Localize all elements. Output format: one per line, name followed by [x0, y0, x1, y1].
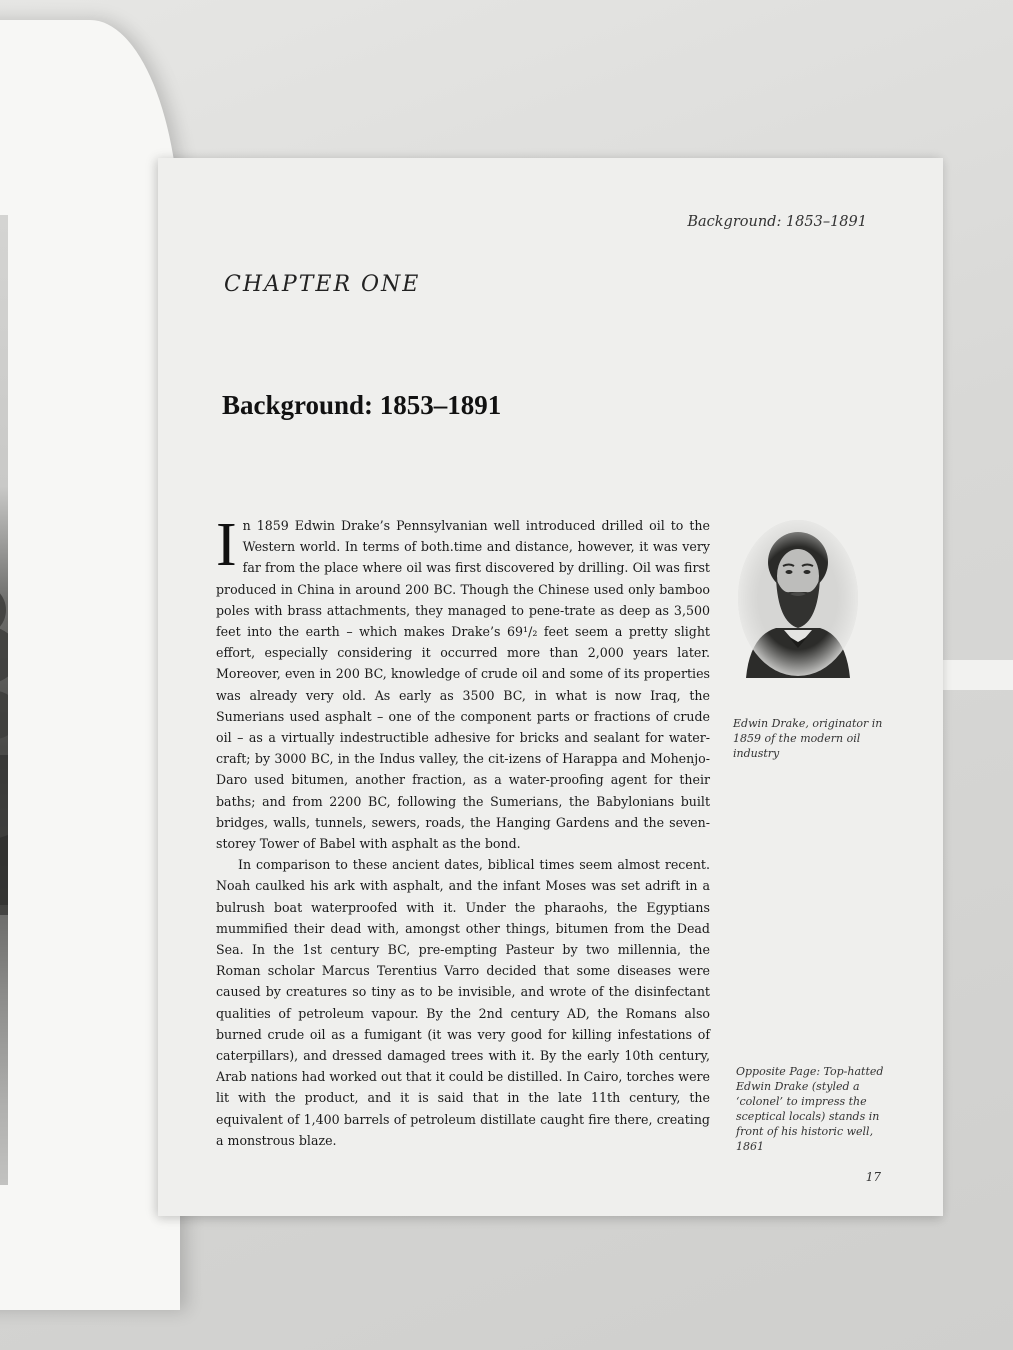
chapter-label: CHAPTER ONE — [224, 272, 421, 297]
body-text — [216, 511, 710, 1151]
drop-cap: I — [216, 511, 237, 579]
edwin-drake-portrait — [736, 518, 860, 678]
right-page — [158, 158, 943, 1216]
body-paragraph-2: In comparison to these ancient dates, biblical times seem almost recent. Noah caulked his ark with asphalt, and the infant Moses was set adrift in a bulrush boat waterproofed with it. Under the pharaohs, the Egyptians mummified their dead with, amongst other things, bitumen from the Dead Sea. In the 1st century BC, pre-empting Pasteur by two millennia, the Roman scholar Marcus Terentius Varro decided that some diseases were caused by creatures so tiny as to be invisible, and wrote of the disinfectant qualities of petroleum vapour. By the 2nd century AD, the Romans also burned crude oil as a fumigant (it was very good for killing infestations of caterpillars), and dressed damaged trees with it. By the early 10th century, Arab nations had worked out that it could be distilled. In Cairo, torches were lit with the product, and it is said that in the late 11th century, the equivalent of 1,400 barrels of petroleum distillate caught fire there, creating a monstrous blaze. — [216, 857, 710, 1148]
opposite-page-caption: Opposite Page: Top-hatted Edwin Drake (styled a ‘colonel’ to impress the sceptical locals) stands in front of his historic well, 1861 — [736, 1065, 884, 1153]
page-number: 17 — [865, 1170, 881, 1184]
portrait-caption: Edwin Drake, originator in 1859 of the modern oil industry — [733, 717, 883, 760]
running-head: Background: 1853–1891 — [687, 214, 867, 230]
chapter-title: Background: 1853–1891 — [222, 390, 502, 420]
body-paragraph-1-text: n 1859 Edwin Drake’s Pennsylvanian well introduced drilled oil to the Western world. In terms of both.time and distance, however, it was very far from the place where oil was first discovered by drilling. Oil was first produced in China in around 200 BC. Though the Chinese used only bamboo poles with brass attachments, they managed to pene-trate as deep as 3,500 feet into the earth – which makes Drake’s 69¹/₂ feet seem a pretty slight effort, especially considering it occurred more than 2,000 years later. Moreover, even in 200 BC, knowledge of crude oil and some of its properties was already very old. As early as 3500 BC, in what is now Iraq, the Sumerians used asphalt – one of the component parts or fractions of crude oil – as a virtually indestructible adhesive for bricks and sealant for water-craft; by 3000 BC, in the Indus valley, the cit-izens of Harappa and Mohenjo-Daro used bitumen, another fraction, as a water-proofing agent for their baths; and from 2200 BC, following the Sumerians, the Babylonians built bridges, walls, tunnels, sewers, roads, the Hanging Gardens and the seven-storey Tower of Babel with asphalt as the bond. — [216, 518, 710, 852]
table-edge — [940, 660, 1013, 690]
body-paragraph-1 — [216, 511, 710, 854]
left-page — [0, 20, 180, 1310]
drake-well-photograph — [0, 215, 8, 1185]
